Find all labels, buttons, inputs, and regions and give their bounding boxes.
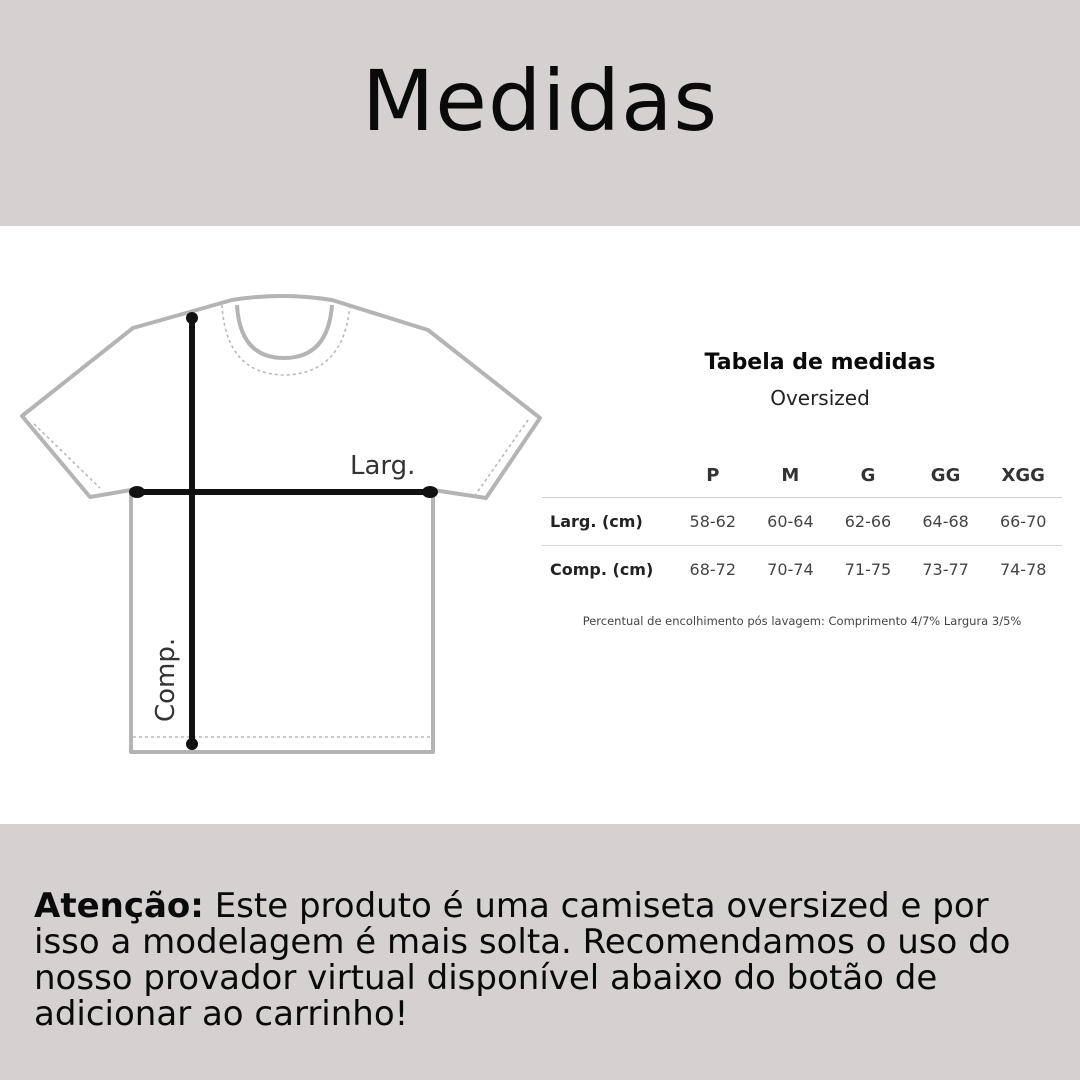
width-measure-right-cap xyxy=(422,486,438,498)
table-cell: 73-77 xyxy=(922,559,969,579)
table-title: Tabela de medidas xyxy=(704,350,936,375)
table-cell: 64-68 xyxy=(907,497,985,545)
row-label: Larg. (cm) xyxy=(542,497,674,545)
table-cell: 74-78 xyxy=(999,559,1047,579)
size-table xyxy=(542,455,1062,593)
width-measure-left-cap xyxy=(129,486,145,498)
table-row xyxy=(542,545,1062,593)
table-header-row xyxy=(542,455,1062,497)
tshirt-diagram xyxy=(0,226,560,824)
column-header: M xyxy=(752,455,830,497)
table-cell: 66-70 xyxy=(984,497,1062,545)
table-cell: 60-64 xyxy=(752,497,830,545)
length-label: Comp. xyxy=(151,637,181,722)
tshirt-outline xyxy=(22,296,540,752)
notice-text xyxy=(34,888,1054,1032)
column-header: XGG xyxy=(984,455,1062,497)
table-cell: 71-75 xyxy=(844,559,892,579)
table-cell: 70-74 xyxy=(767,559,814,579)
column-header: G xyxy=(829,455,907,497)
column-header: P xyxy=(674,455,752,497)
length-measure-top-cap xyxy=(186,312,198,324)
table-cell: 58-62 xyxy=(674,497,752,545)
column-header: GG xyxy=(907,455,985,497)
notice-strong: Atenção: xyxy=(34,886,204,926)
notice-body: Este produto é uma camiseta oversized e por isso a modelagem é mais solta. Recomendamos o uso do nosso provador virtual disponível abaixo do botão de adicionar ao carrinho! xyxy=(34,886,1011,1034)
width-label: Larg. xyxy=(350,451,416,481)
page-title: Medidas xyxy=(361,52,719,150)
table-cell: 68-72 xyxy=(689,559,737,579)
table-cell: 62-66 xyxy=(829,497,907,545)
shrinkage-note: Percentual de encolhimento pós lavagem: Comprimento 4/7% Largura 3/5% xyxy=(582,614,1022,628)
table-subtitle: Oversized xyxy=(770,386,870,410)
length-measure-bottom-cap xyxy=(186,738,198,750)
row-label: Comp. (cm) xyxy=(550,559,654,579)
table-row xyxy=(542,497,1062,545)
table-header-corner xyxy=(542,455,674,497)
